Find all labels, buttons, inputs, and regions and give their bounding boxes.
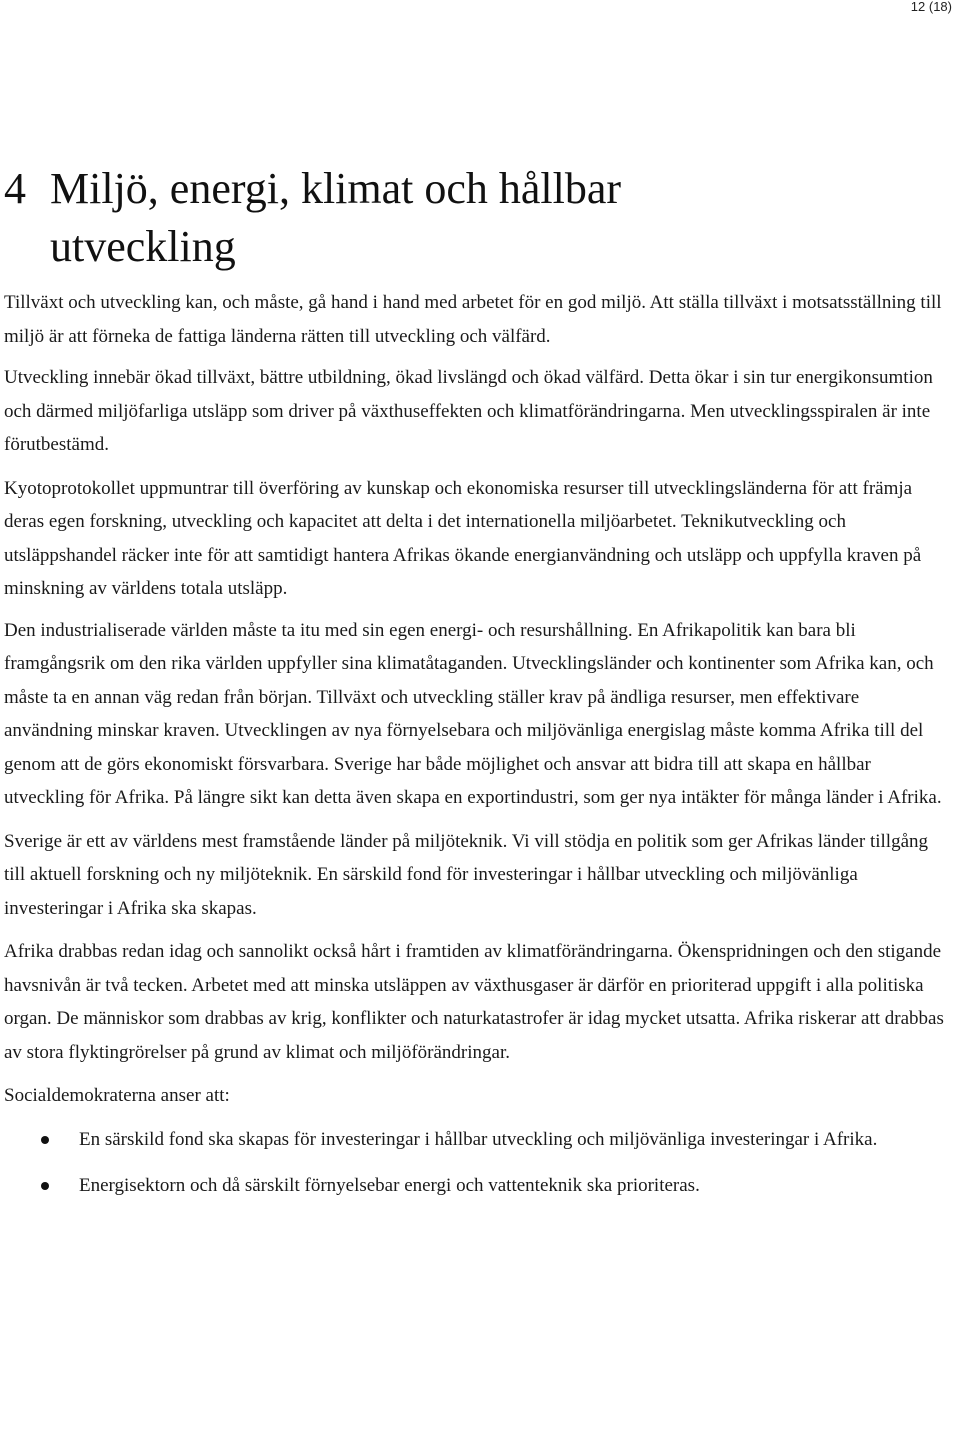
paragraph: Utveckling innebär ökad tillväxt, bättre utbildning, ökad livslängd och ökad välfärd. Detta ökar i sin tur energikonsumtion och därmed miljöfarliga utsläpp som driver på växthuseffekten och klimatförändringarna. Men utvecklingsspiralen är inte förutbestämd. (4, 367, 933, 455)
document-body (4, 160, 950, 1216)
bullet-icon (41, 1136, 49, 1144)
list-item (4, 1123, 950, 1157)
section-title: Miljö, energi, klimat och hållbar utveckling (50, 164, 622, 271)
paragraph: Kyotoprotokollet uppmuntrar till överföring av kunskap och ekonomiska resurser till utvecklingsländerna för att främja deras egen forskning, utveckling och kapacitet att delta i det internationella miljöarbetet. Teknikutveckling och utsläppshandel räcker inte för att samtidigt hantera Afrikas ökande energianvändning och utsläpp och uppfylla kraven på minskning av världens totala utsläpp. (4, 477, 922, 599)
section-heading (4, 160, 950, 276)
paragraph: Afrika drabbas redan idag och sannolikt också hårt i framtiden av klimatförändringarna. Ökenspridningen och den stigande havsnivån är två tecken. Arbetet med att minska utsläppen av växthusgaser är därför en prioriterad uppgift i alla politiska organ. De människor som drabbas av krig, konflikter och naturkatastrofer är idag mycket utsatta. Afrika riskerar att drabbas av stora flyktingrörelser på grund av klimat och miljöförändringar. (4, 941, 944, 1063)
section-number: 4 (4, 164, 26, 213)
page-number: 12 (18) (910, 0, 952, 14)
bullet-list (4, 1123, 950, 1203)
paragraph: Tillväxt och utveckling kan, och måste, gå hand i hand med arbetet för en god miljö. Att ställa tillväxt i motsatsställning till miljö är att förneka de fattiga länderna rätten till utveckling och välfärd. (4, 292, 942, 347)
paragraph: Sverige är ett av världens mest framstående länder på miljöteknik. Vi vill stödja en politik som ger Afrikas länder tillgång till aktuell forskning och ny miljöteknik. En särskild fond för investeringar i hållbar utveckling och miljövänliga investeringar i Afrika ska skapas. (4, 830, 928, 919)
list-item (4, 1169, 950, 1203)
list-item-text: Energisektorn och då särskilt förnyelsebar energi och vattenteknik ska prioriteras. (79, 1175, 700, 1196)
list-intro: Socialdemokraterna anser att: (4, 1085, 230, 1106)
paragraph: Den industrialiserade världen måste ta itu med sin egen energi- och resurshållning. En Afrikapolitik kan bara bli framgångsrik om den rika världen uppfyller sina klimatåtaganden. Utvecklingsländer och kontinenter som Afrika kan, och måste ta en annan väg redan från början. Tillväxt och utveckling ställer krav på ändliga resurser, men effektivare användning minskar kraven. Utvecklingen av nya förnyelsebara och miljövänliga energislag måste komma Afrika till del genom att de görs ekonomiskt försvarbara. Sverige har både möjlighet och ansvar att bidra till att skapa en hållbar utveckling för Afrika. På längre sikt kan detta även skapa en exportindustri, som ger nya intäkter för många länder i Afrika. (4, 619, 942, 808)
bullet-icon (41, 1182, 49, 1190)
list-item-text: En särskild fond ska skapas för investeringar i hållbar utveckling och miljövänliga investeringar i Afrika. (79, 1128, 878, 1150)
